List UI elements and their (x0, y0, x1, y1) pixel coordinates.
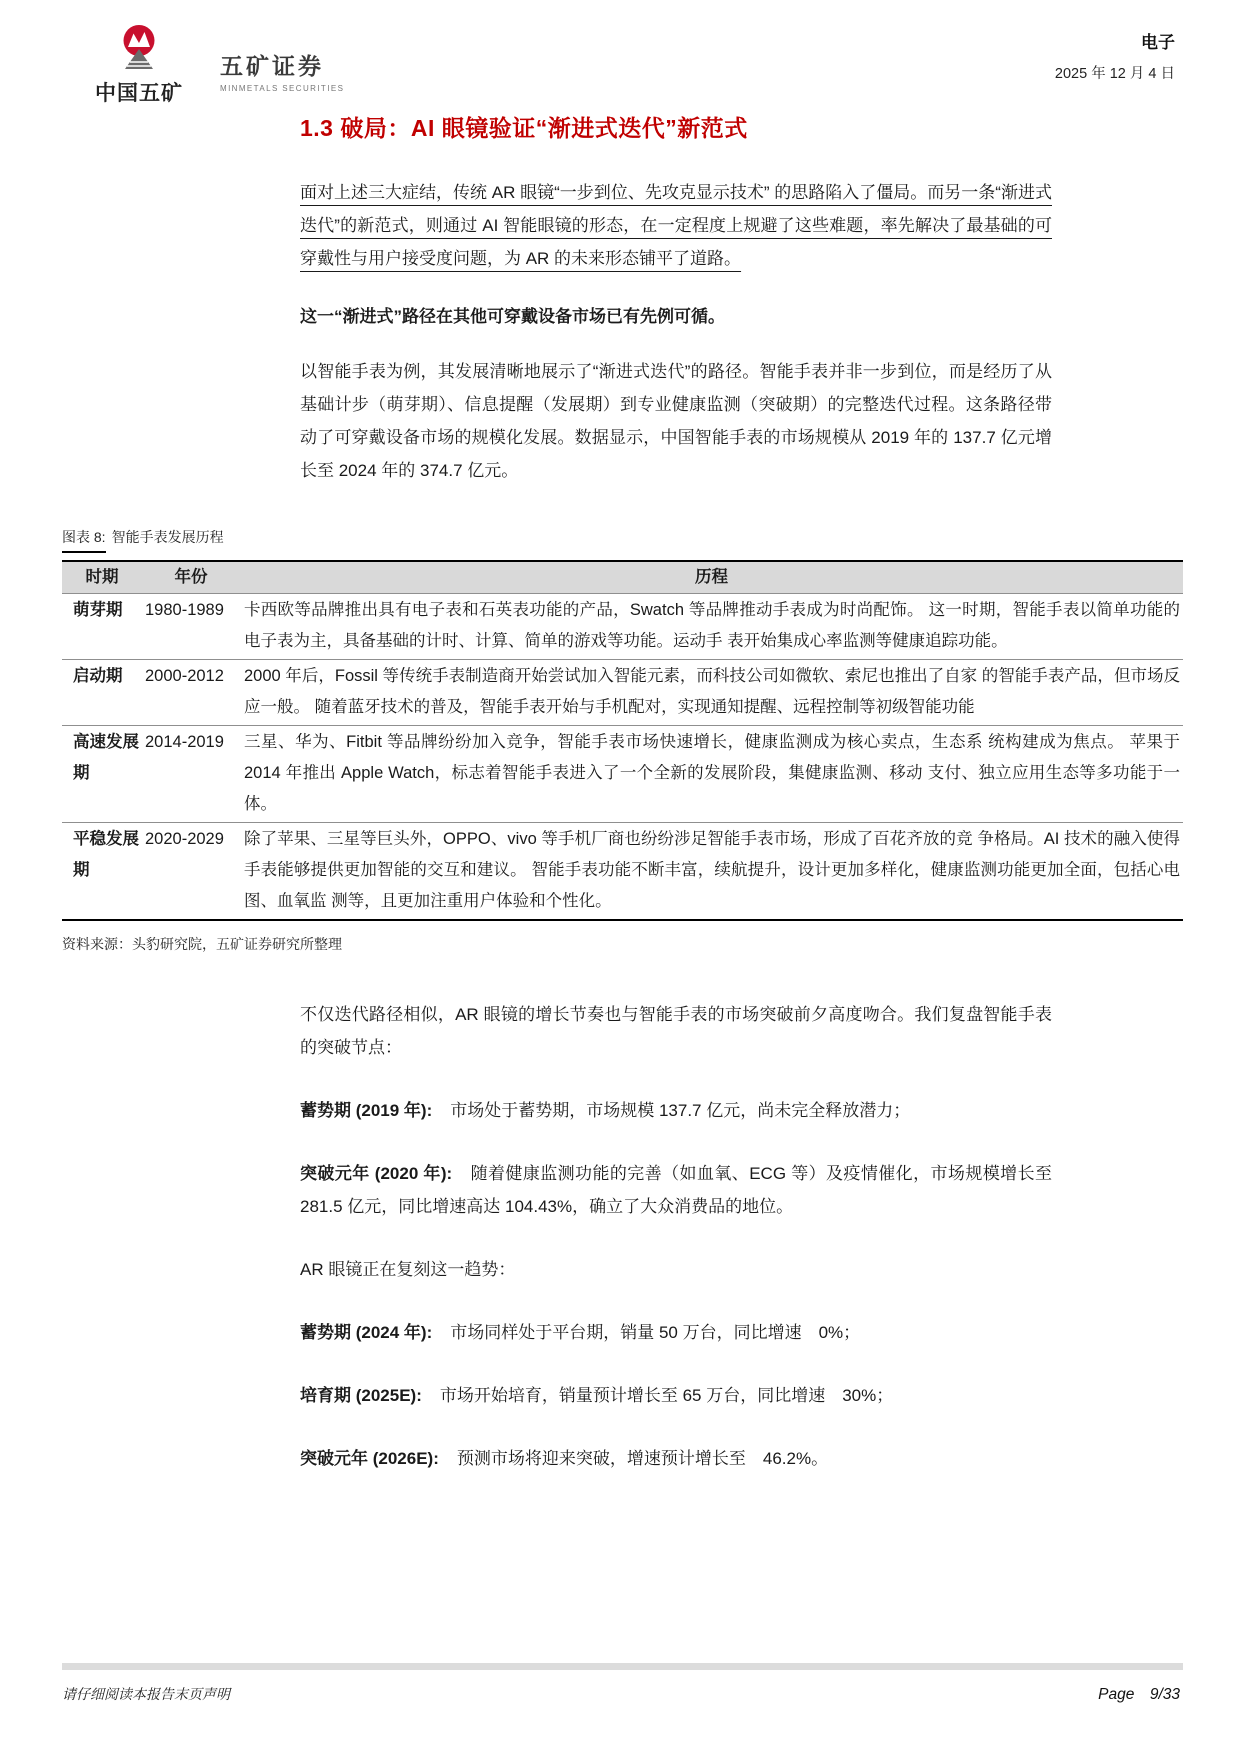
figure-source: 资料来源：头豹研究院，五矿证券研究所整理 (62, 936, 342, 952)
milestone-text: 市场开始培育，销量预计增长至 65 万台，同比增速 30%； (439, 1386, 894, 1405)
milestone-watch-2020 (300, 1157, 1052, 1223)
report-date: 2025 年 12 月 4 日 (1054, 66, 1175, 82)
figure-caption (62, 527, 1183, 553)
footer-page-number: Page 9/33 (1098, 1686, 1180, 1703)
minmetals-logo-icon (112, 24, 166, 76)
period-cell: 平稳发展期 (73, 830, 139, 879)
column-header-years: 年份 (174, 568, 208, 586)
table-row (62, 822, 1183, 919)
column-header-period: 时期 (85, 568, 119, 586)
desc-cell: 三星、华为、Fitbit 等品牌纷纷加入竞争，智能手表市场快速增长，健康监测成为核心卖点，生态系 统构建成为焦点。 苹果于 2014 年推出 Apple Watch，标志着智能手表进入了一个全新的发展阶段，集健康监测、移动 支付、独立应用生态等多功能于一体。 (244, 733, 1180, 813)
period-cell: 萌芽期 (73, 601, 123, 619)
industry-category: 电子 (1141, 33, 1175, 52)
brand-block (220, 48, 344, 93)
footer-disclaimer: 请仔细阅读本报告末页声明 (62, 1686, 230, 1702)
report-header-meta (1055, 28, 1175, 83)
paragraph-bold-thesis: 这一“渐进式”路径在其他可穿戴设备市场已有先例可循。 (300, 307, 725, 326)
milestone-watch-2019 (300, 1094, 1052, 1127)
desc-cell: 2000 年后，Fossil 等传统手表制造商开始尝试加入智能元素，而科技公司如微软、索尼也推出了自家 的智能手表产品，但市场反应一般。 随着蓝牙技术的普及，智能手表开始与手机配对，实现通知提醒、远程控制等初级智能功能 (244, 667, 1180, 716)
milestone-text: 随着健康监测功能的完善（如血氧、ECG 等）及疫情催化，市场规模增长至 281.5 亿元，同比增速高达 104.43%，确立了大众消费品的地位。 (300, 1164, 1052, 1216)
analysis-content (300, 998, 1052, 1475)
years-cell: 2020-2029 (145, 830, 224, 848)
milestone-lead: 培育期 (2025E): (300, 1386, 422, 1405)
footer-divider (62, 1663, 1183, 1670)
years-cell: 1980-1989 (145, 601, 224, 619)
milestone-ar-2024 (300, 1316, 1052, 1349)
paragraph-ar-trend: AR 眼镜正在复刻这一趋势： (300, 1260, 516, 1279)
desc-cell: 卡西欧等品牌推出具有电子表和石英表功能的产品，Swatch 等品牌推动手表成为时尚配饰。 这一时期，智能手表以简单功能的电子表为主，具备基础的计时、计算、简单的游戏等功能。运动手 表开始集成心率监测等健康追踪功能。 (244, 601, 1180, 650)
table-row (62, 593, 1183, 659)
table-row (62, 725, 1183, 822)
milestone-ar-2025 (300, 1379, 1052, 1412)
main-content (300, 0, 1052, 487)
milestone-text: 市场同样处于平台期，销量 50 万台，同比增速 0%； (450, 1323, 861, 1342)
milestone-text: 市场处于蓄势期，市场规模 137.7 亿元，尚未完全释放潜力； (450, 1101, 911, 1120)
years-cell: 2014-2019 (145, 733, 224, 751)
smartwatch-history-table (62, 560, 1183, 921)
table-row (62, 659, 1183, 725)
report-header-brand (80, 24, 344, 107)
figure-caption-title: 智能手表发展历程 (111, 529, 224, 545)
milestone-lead: 蓄势期 (2024 年): (300, 1323, 433, 1342)
milestone-lead: 蓄势期 (2019 年): (300, 1101, 433, 1120)
figure-caption-number: 图表 8: (62, 527, 106, 553)
section-title: 1.3 破局：AI 眼镜验证“渐进式迭代”新范式 (300, 115, 748, 141)
period-cell: 高速发展期 (73, 733, 139, 782)
column-header-history: 历程 (695, 568, 728, 586)
paragraph-underlined: 面对上述三大症结，传统 AR 眼镜“一步到位、先攻克显示技术” 的思路陷入了僵局。而另一条“渐进式迭代”的新范式，则通过 AI 智能眼镜的形态，在一定程度上规避了这些难题，率先解决了最基础的可穿戴性与用户接受度问题，为 AR 的未来形态铺平了道路。 (300, 183, 1052, 268)
milestone-lead: 突破元年 (2026E): (300, 1449, 439, 1468)
figure-8 (62, 527, 1183, 954)
brand-subtitle: MINMETALS SECURITIES (220, 84, 345, 93)
milestone-text: 预测市场将迎来突破，增速预计增长至 46.2%。 (456, 1449, 829, 1468)
brand-name: 五矿证券 (220, 53, 324, 79)
logo-cn-text: 中国五矿 (95, 82, 183, 105)
paragraph-compare: 不仅迭代路径相似，AR 眼镜的增长节奏也与智能手表的市场突破前夕高度吻合。我们复盘智能手表的突破节点： (300, 1005, 1052, 1057)
paragraph-smartwatch: 以智能手表为例，其发展清晰地展示了“渐进式迭代”的路径。智能手表并非一步到位，而是经历了从基础计步（萌芽期）、信息提醒（发展期）到专业健康监测（突破期）的完整迭代过程。这条路径带动了可穿戴设备市场的规模化发展。数据显示，中国智能手表的市场规模从 2019 年的 137.7 亿元增长至 2024 年的 374.7 亿元。 (300, 362, 1052, 480)
desc-cell: 除了苹果、三星等巨头外，OPPO、vivo 等手机厂商也纷纷涉足智能手表市场，形成了百花齐放的竞 争格局。AI 技术的融入使得手表能够提供更加智能的交互和建议。 智能手表功能不断丰富，续航提升，设计更加多样化，健康监测功能更加全面，包括心电图、血氧监 测等，且更加注重用户体验和个性化。 (244, 830, 1180, 910)
milestone-lead: 突破元年 (2020 年): (300, 1164, 453, 1183)
milestone-ar-2026 (300, 1442, 1052, 1475)
period-cell: 启动期 (73, 667, 123, 685)
minmetals-logo (80, 24, 198, 107)
years-cell: 2000-2012 (145, 667, 224, 685)
table-header-row (62, 562, 1183, 593)
